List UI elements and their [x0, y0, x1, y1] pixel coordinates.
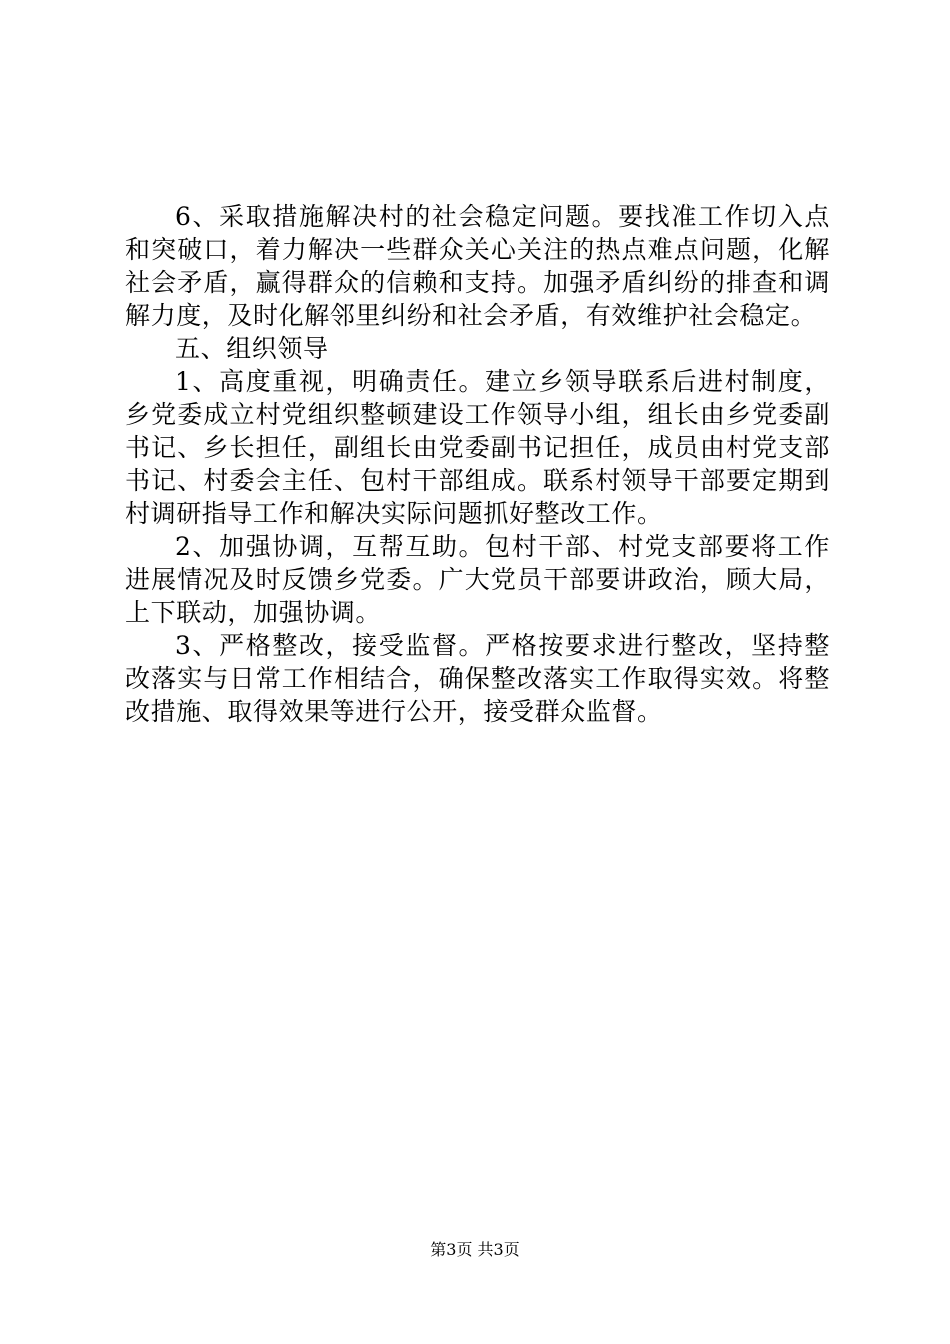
paragraph-responsibility: 1、高度重视，明确责任。建立乡领导联系后进村制度，乡党委成立村党组织整顿建设工作领导小组，组长由乡党委副书记、乡长担任，副组长由党委副书记担任，成员由村党支部书记、村委会主任、包村干部组成。联系村领导干部要定期到村调研指导工作和解决实际问题抓好整改工作。 — [125, 367, 830, 528]
section-heading-organization: 五、组织领导 — [175, 334, 329, 363]
paragraph-social-stability: 6、采取措施解决村的社会稳定问题。要找准工作切入点和突破口，着力解决一些群众关心关注的热点难点问题，化解社会矛盾，赢得群众的信赖和支持。加强矛盾纠纷的排查和调解力度，及时化解邻里纠纷和社会矛盾，有效维护社会稳定。 — [125, 202, 830, 330]
document-body — [125, 200, 830, 728]
paragraph-supervision: 3、严格整改，接受监督。严格按要求进行整改，坚持整改落实与日常工作相结合，确保整改落实工作取得实效。将整改措施、取得效果等进行公开，接受群众监督。 — [125, 631, 830, 726]
page-number: 第3页 共3页 — [430, 1240, 520, 1259]
paragraph-coordination: 2、加强协调，互帮互助。包村干部、村党支部要将工作进展情况及时反馈乡党委。广大党员干部要讲政治，顾大局，上下联动，加强协调。 — [125, 532, 830, 627]
